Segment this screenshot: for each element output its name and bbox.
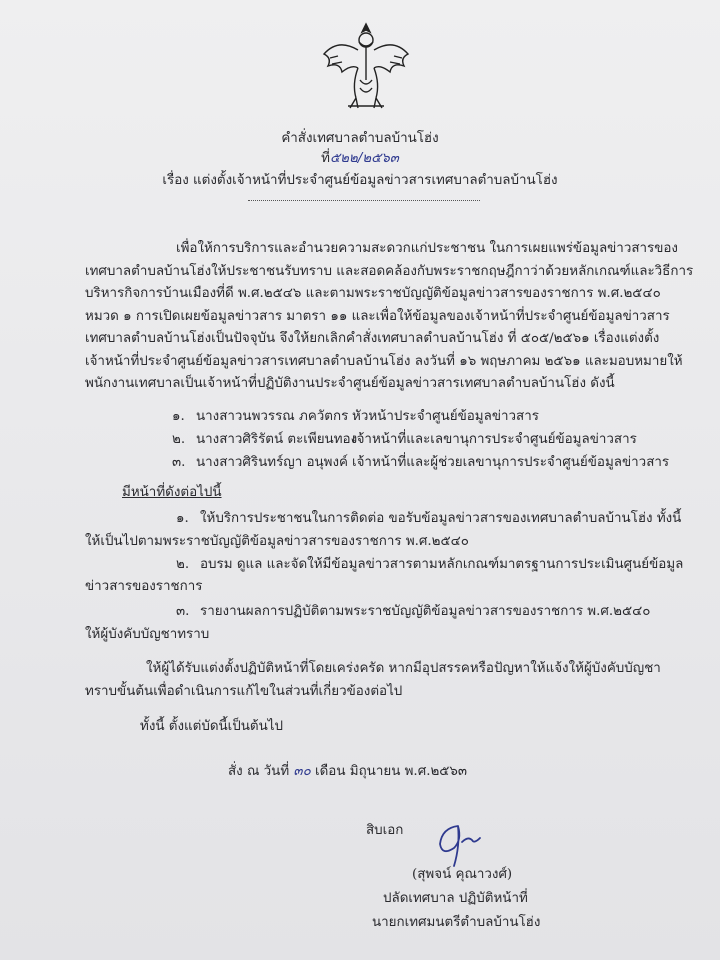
intro-line-1: เพื่อให้การบริการและอำนวยความสะดวกแก่ประชาชน ในการเผยแพร่ข้อมูลข่าวสารของ bbox=[176, 241, 678, 256]
appointee-1-no: ๑. bbox=[172, 409, 185, 424]
duties-heading: มีหน้าที่ดังต่อไปนี้ bbox=[122, 485, 222, 500]
closing-line-2: ทราบขั้นต้นเพื่อดำเนินการแก้ไขในส่วนที่เกี่ยวข้องต่อไป bbox=[85, 684, 403, 699]
intro-line-5: เทศบาลตำบลบ้านโฮ่งเป็นปัจจุบัน จึงให้ยกเลิกคำสั่งเทศบาลตำบลบ้านโฮ่ง ที่ ๕๐๕/๒๕๖๑ เรื่องแต่งตั้ง bbox=[85, 331, 660, 346]
separator-dots bbox=[248, 200, 480, 201]
intro-line-2: เทศบาลตำบลบ้านโฮ่งให้ประชาชนรับทราบ และสอดคล้องกับพระราชกฤษฎีกาว่าด้วยหลักเกณฑ์และวิธีการ bbox=[85, 264, 694, 279]
duty-1-line2: ให้เป็นไปตามพระราชบัญญัติข้อมูลข่าวสารของราชการ พ.ศ.๒๕๔๐ bbox=[85, 534, 469, 549]
closing-line-1: ให้ผู้ได้รับแต่งตั้งปฏิบัติหน้าที่โดยเคร่งครัด หากมีอุปสรรคหรือปัญหาให้แจ้งให้ผู้บังคับบัญชา bbox=[146, 661, 661, 676]
order-number-handwritten: ๕๒๒/๒๕๖๓ bbox=[329, 151, 399, 166]
duty-3-line1: รายงานผลการปฏิบัติตามพระราชบัญญัติข้อมูลข่าวสารของราชการ พ.ศ.๒๕๔๐ bbox=[200, 604, 651, 619]
date-line bbox=[228, 763, 467, 781]
date-day-handwritten: ๓๐ bbox=[293, 764, 311, 779]
duty-3-no: ๓. bbox=[176, 604, 190, 619]
signer-position-2: นายกเทศมนตรีตำบลบ้านโฮ่ง bbox=[372, 915, 541, 930]
order-title: คำสั่งเทศบาลตำบลบ้านโฮ่ง bbox=[281, 131, 439, 146]
duty-1-line1: ให้บริการประชาชนในการติดต่อ ขอรับข้อมูลข่าวสารของเทศบาลตำบลบ้านโฮ่ง ทั้งนี้ bbox=[200, 511, 682, 526]
handwritten-signature bbox=[428, 818, 488, 870]
appointee-3-no: ๓. bbox=[172, 455, 186, 470]
appointee-3-name: นางสาวศิรินทร์ญา อนุพงค์ bbox=[196, 455, 348, 470]
date-prefix: สั่ง ณ วันที่ bbox=[228, 764, 290, 779]
duty-2-line1: อบรม ดูแล และจัดให้มีข้อมูลข่าวสารตามหลักเกณฑ์มาตรฐานการประเมินศูนย์ข้อมูล bbox=[200, 557, 684, 572]
appointee-1-role: หัวหน้าประจำศูนย์ข้อมูลข่าวสาร bbox=[352, 409, 539, 424]
appointee-1-name: นางสาวนพวรรณ ภควัตกร bbox=[196, 409, 349, 424]
order-number bbox=[0, 150, 720, 168]
appointee-2-name: นางสาวศิริรัตน์ ตะเพียนทอง bbox=[196, 432, 358, 447]
signer-rank: สิบเอก bbox=[366, 823, 404, 838]
appointee-2-no: ๒. bbox=[172, 432, 186, 447]
date-rest: เดือน มิถุนายน พ.ศ.๒๕๖๓ bbox=[315, 764, 468, 779]
appointee-2-role: เจ้าหน้าที่และเลขานุการประจำศูนย์ข้อมูลข่าวสาร bbox=[352, 432, 637, 447]
intro-line-7: พนักงานเทศบาลเป็นเจ้าหน้าที่ปฏิบัติงานประจำศูนย์ข้อมูลข่าวสารเทศบาลตำบลบ้านโฮ่ง ดังนี้ bbox=[85, 376, 615, 391]
intro-line-6: เจ้าหน้าที่ประจำศูนย์ข้อมูลข่าวสารเทศบาลตำบลบ้านโฮ่ง ลงวันที่ ๑๖ พฤษภาคม ๒๕๖๑ และมอบหมายให้ bbox=[85, 354, 683, 369]
signer-name: (สุพจน์ คุณาวงศ์) bbox=[412, 867, 513, 882]
garuda-emblem-icon bbox=[318, 18, 414, 114]
duty-2-line2: ข่าวสารของราชการ bbox=[85, 579, 203, 594]
intro-line-3: บริหารกิจการบ้านเมืองที่ดี พ.ศ.๒๕๔๖ และตามพระราชบัญญัติข้อมูลข่าวสารของราชการ พ.ศ.๒๕๔๐ bbox=[85, 286, 661, 301]
appointee-3-role: เจ้าหน้าที่และผู้ช่วยเลขานุการประจำศูนย์ข้อมูลข่าวสาร bbox=[352, 455, 670, 470]
duty-1-no: ๑. bbox=[176, 511, 189, 526]
duty-3-line2: ให้ผู้บังคับบัญชาทราบ bbox=[85, 627, 210, 642]
duty-2-no: ๒. bbox=[176, 557, 190, 572]
subject-line: เรื่อง แต่งตั้งเจ้าหน้าที่ประจำศูนย์ข้อมูลข่าวสารเทศบาลตำบลบ้านโฮ่ง bbox=[162, 173, 558, 188]
order-number-prefix: ที่ bbox=[321, 151, 330, 166]
signer-position-1: ปลัดเทศบาล ปฏิบัติหน้าที่ bbox=[383, 891, 528, 906]
effective-line: ทั้งนี้ ตั้งแต่บัดนี้เป็นต้นไป bbox=[140, 719, 284, 734]
intro-line-4: หมวด ๑ การเปิดเผยข้อมูลข่าวสาร มาตรา ๑๑ และเพื่อให้ข้อมูลของเจ้าหน้าที่ประจำศูนย์ข้อมูลข่าวสาร bbox=[85, 309, 670, 324]
